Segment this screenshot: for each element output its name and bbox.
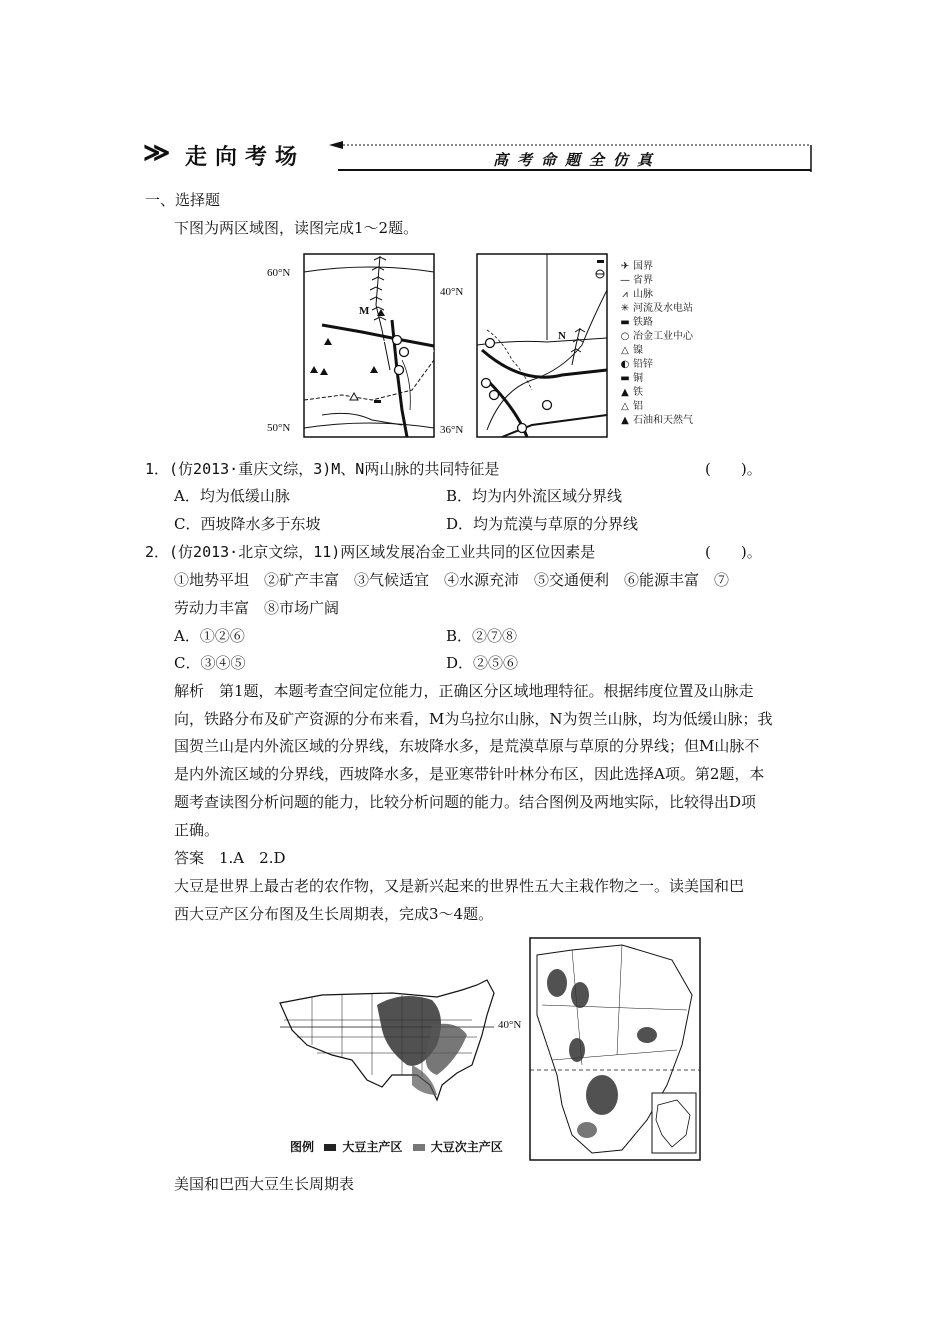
- legend-item: [617, 330, 722, 344]
- legend-symbol-icon: ◐: [620, 359, 630, 370]
- legend-symbol-icon: ○: [620, 331, 630, 342]
- legend-label: 山脉: [633, 289, 653, 300]
- legend-label: 国界: [633, 261, 653, 272]
- us-lat-label: 40°N: [498, 1019, 522, 1031]
- q1-bracket: ( )。: [705, 460, 762, 478]
- legend-symbol-icon: ▬: [620, 373, 630, 384]
- answer: 答案 1.A 2.D: [174, 849, 286, 867]
- legend-symbol-icon: ▲: [621, 415, 629, 426]
- header-title: 走向考场: [185, 144, 306, 170]
- main-area-swatch: [324, 1144, 336, 1151]
- left-mountain-label: M: [359, 305, 370, 317]
- legend-symbol-icon: ▬: [620, 317, 630, 328]
- analysis-line: 是内外流区域的分界线，西坡降水多，是亚寒带针叶林分布区，因此选择A项。第2题，本: [174, 765, 765, 783]
- analysis-line: 国贺兰山是内外流区域的分界线，东坡降水多，是荒漠草原与草原的分界线；但M山脉不: [174, 737, 760, 755]
- legend-label: 铁路: [633, 317, 653, 328]
- analysis-line: 解析 第1题，本题考查空间定位能力，正确区分区域地理特征。根据纬度位置及山脉走: [174, 682, 754, 700]
- legend-label: 铁: [633, 387, 643, 398]
- soybean-legend: [290, 1138, 503, 1155]
- left-lat-bottom: 50°N: [267, 422, 291, 434]
- q1-stem: 1．(仿2013·重庆文综，3)M、N两山脉的共同特征是: [145, 460, 500, 478]
- legend-main: 大豆主产区: [342, 1140, 403, 1154]
- legend-label: 铅锌: [633, 359, 653, 370]
- table-title: 美国和巴西大豆生长周期表: [174, 1175, 355, 1193]
- soybean-maps-figure: [272, 935, 704, 1163]
- legend-label: 省界: [633, 275, 653, 286]
- legend-item: [617, 316, 722, 330]
- right-mountain-label: N: [558, 330, 566, 342]
- legend-symbol-icon: ▲: [621, 387, 629, 398]
- q2-stem: 2．(仿2013·北京文综，11)两区域发展冶金工业共同的区位因素是: [145, 543, 596, 561]
- analysis-line: 题考查读图分析问题的能力，比较分析问题的能力。结合图例及两地实际，比较得出D项: [174, 793, 757, 811]
- legend-item: [617, 274, 722, 288]
- analysis-line: 正确。: [174, 821, 220, 839]
- legend-prefix: 图例: [290, 1140, 315, 1154]
- legend-label: 河流及水电站: [633, 303, 693, 314]
- legend-label: 石油和天然气: [633, 415, 693, 426]
- left-lat-top: 60°N: [267, 267, 291, 279]
- analysis-line: 向，铁路分布及矿产资源的分布来看，M为乌拉尔山脉，N为贺兰山脉，均为低缓山脉；我: [174, 710, 773, 728]
- section-title: 一、选择题: [145, 191, 221, 209]
- soy-intro-line: 西大豆产区分布图及生长周期表，完成3～4题。: [174, 905, 494, 923]
- q1-option-c: C．西坡降水多于东坡: [174, 515, 321, 533]
- legend-symbol-icon: △: [621, 401, 629, 412]
- legend-secondary: 大豆次主产区: [430, 1140, 503, 1154]
- legend-item: [617, 288, 722, 302]
- legend-label: 铝: [633, 401, 643, 412]
- legend-symbol-icon: ✈: [620, 261, 630, 272]
- legend-label: 冶金工业中心: [633, 331, 693, 342]
- soybean-maps-svg: [272, 935, 704, 1163]
- q2-option-b: B．②⑦⑧: [446, 627, 518, 645]
- chevron-arrows-icon: ≫: [143, 138, 165, 168]
- q2-option-a: A．①②⑥: [174, 627, 245, 645]
- secondary-area-swatch: [413, 1144, 425, 1151]
- legend-item: [617, 358, 722, 372]
- q1-option-a: A．均为低缓山脉: [174, 487, 290, 505]
- legend-label: 镍: [633, 345, 643, 356]
- q2-factors-line1: ①地势平坦 ②矿产丰富 ③气候适宜 ④水源充沛 ⑤交通便利 ⑥能源丰富 ⑦: [174, 571, 730, 589]
- legend-symbol-icon: ⩘: [622, 289, 628, 300]
- q2-option-c: C．③④⑤: [174, 654, 246, 672]
- legend-label: 铜: [633, 373, 643, 384]
- legend-item: [617, 260, 722, 274]
- legend-item: [617, 372, 722, 386]
- header-subtitle: 高考命题全仿真: [493, 151, 662, 169]
- region-maps-figure: [262, 250, 722, 445]
- legend-item: [617, 302, 722, 316]
- map-legend: [617, 260, 722, 428]
- q1-option-d: D．均为荒漠与草原的分界线: [446, 515, 639, 533]
- legend-item: [617, 414, 722, 428]
- right-lat-bottom: 36°N: [440, 424, 464, 436]
- q2-factors-line2: 劳动力丰富 ⑧市场广阔: [174, 599, 340, 617]
- right-lat-top: 40°N: [440, 286, 464, 298]
- legend-symbol-icon: —: [620, 275, 630, 286]
- legend-item: [617, 386, 722, 400]
- legend-symbol-icon: ✳: [620, 303, 630, 314]
- q2-bracket: ( )。: [705, 543, 762, 561]
- section-intro: 下图为两区域图，读图完成1～2题。: [174, 219, 419, 237]
- soy-intro-line: 大豆是世界上最古老的农作物，又是新兴起来的世界性五大主栽作物之一。读美国和巴: [174, 877, 745, 895]
- legend-item: [617, 344, 722, 358]
- q2-option-d: D．②⑤⑥: [446, 654, 519, 672]
- q1-option-b: B．均为内外流区域分界线: [446, 487, 623, 505]
- legend-symbol-icon: △: [621, 345, 629, 356]
- section-header: [143, 132, 815, 176]
- legend-item: [617, 400, 722, 414]
- header-rule: [143, 132, 815, 176]
